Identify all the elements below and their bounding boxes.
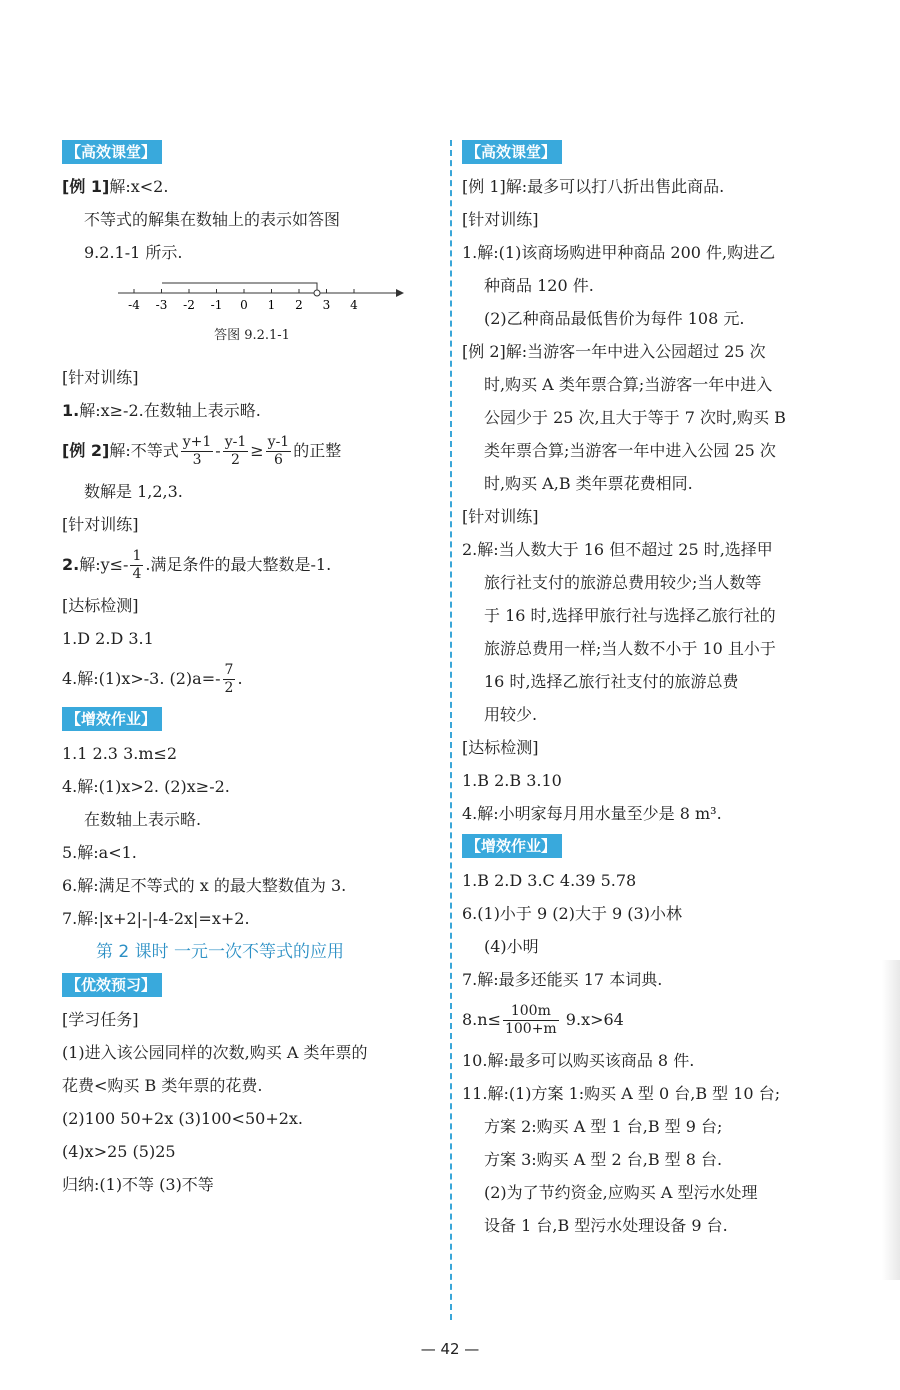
column-divider <box>450 140 452 1320</box>
example-2e: 时,购买 A,B 类年票花费相同. <box>484 474 693 493</box>
training-2b: 旅行社支付的旅游总费用较少;当人数等 <box>484 573 762 592</box>
axis-tick-label: -1 <box>210 298 223 312</box>
training-2d: 旅游总费用一样;当人数不小于 10 且小于 <box>484 639 776 658</box>
example-1: [例 1]解:x<2. <box>62 177 169 196</box>
task-4: (4)x>25 (5)25 <box>62 1142 176 1161</box>
training-2e: 16 时,选择乙旅行社支付的旅游总费 <box>484 672 739 691</box>
section-header: 【优效预习】 <box>62 973 162 997</box>
check-4: 4.解:小明家每月用水量至少是 8 m³. <box>462 804 722 823</box>
axis-tick-label: 4 <box>350 298 358 312</box>
axis-tick-label: -3 <box>155 298 168 312</box>
example-2-line2: 数解是 1,2,3. <box>84 482 183 501</box>
fraction: $\frac{y+1}{3}$ <box>182 434 212 468</box>
task-header: [学习任务] <box>62 1010 139 1029</box>
example-1-line2: 不等式的解集在数轴上的表示如答图 <box>84 210 341 229</box>
hw-7: 7.解:最多还能买 17 本词典. <box>462 970 663 989</box>
axis-tick-label: 2 <box>295 298 303 312</box>
hw-11: 11.解:(1)方案 1:购买 A 型 0 台,B 型 10 台; <box>462 1084 781 1103</box>
fraction: $\frac{100m}{100+m}$ <box>504 1003 557 1037</box>
check-answers: 1.B 2.B 3.10 <box>462 771 562 790</box>
page-edge-shadow <box>882 960 900 1280</box>
task-1: (1)进入该公园同样的次数,购买 A 类年票的 <box>62 1043 368 1062</box>
hw-6b: (4)小明 <box>484 937 539 956</box>
example-1: [例 1]解:最多可以打八折出售此商品. <box>462 177 725 196</box>
check-answers: 1.D 2.D 3.1 <box>62 629 154 648</box>
hw-6: 6.(1)小于 9 (2)大于 9 (3)小林 <box>462 904 682 923</box>
example-2: [例 2]解:当游客一年中进入公园超过 25 次 <box>462 342 766 361</box>
example-2: [例 2]解:不等式 $\frac{y+1}{3}$ - $\frac{y-1}{2}$ ≥ $\frac{y-1}{6}$ 的正整 <box>62 434 342 468</box>
axis-arrow <box>396 289 404 297</box>
training-1: 1.解:x≥-2.在数轴上表示略. <box>62 401 261 420</box>
fraction: $\frac{y-1}{6}$ <box>267 434 290 468</box>
axis-tick-label: 1 <box>267 298 276 312</box>
number-line-svg <box>118 277 418 325</box>
training-1: 1.解:(1)该商场购进甲种商品 200 件,购进乙 <box>462 243 776 262</box>
hw-10: 10.解:最多可以购买该商品 8 件. <box>462 1051 695 1070</box>
train-header: [针对训练] <box>62 515 139 534</box>
train-header: [针对训练] <box>462 210 539 229</box>
hw-1: 1.1 2.3 3.m≤2 <box>62 744 178 763</box>
hw-8: 8.n≤ $\frac{100m}{100+m}$ 9.x>64 <box>462 1003 624 1037</box>
fraction: $\frac{y-1}{2}$ <box>224 434 247 468</box>
hw-7: 7.解:|x+2|-|-4-2x|=x+2. <box>62 909 250 928</box>
training-2c: 于 16 时,选择甲旅行社与选择乙旅行社的 <box>484 606 776 625</box>
check-header: [达标检测] <box>62 596 139 615</box>
open-point <box>314 290 320 296</box>
section-header: 【高效课堂】 <box>62 140 162 164</box>
training-1c: (2)乙种商品最低售价为每件 108 元. <box>484 309 745 328</box>
training-2: 2.解:当人数大于 16 但不超过 25 时,选择甲 <box>462 540 773 559</box>
hw-4b: 在数轴上表示略. <box>84 810 202 829</box>
training-2: 2.解:y≤- $\frac{1}{4}$ .满足条件的最大整数是-1. <box>62 548 332 582</box>
right-column <box>462 136 852 1242</box>
hw-1: 1.B 2.D 3.C 4.39 5.78 <box>462 871 637 890</box>
fraction: $\frac{1}{4}$ <box>132 548 142 582</box>
training-1b: 种商品 120 件. <box>484 276 594 295</box>
lesson-title: 第 2 课时 一元一次不等式的应用 <box>96 942 345 962</box>
task-2: (2)100 50+2x (3)100<50+2x. <box>62 1109 304 1128</box>
hw-11d: (2)为了节约资金,应购买 A 型污水处理 <box>484 1183 758 1202</box>
section-header: 【增效作业】 <box>62 707 162 731</box>
hw-4: 4.解:(1)x>2. (2)x≥-2. <box>62 777 230 796</box>
section-header: 【增效作业】 <box>462 834 562 858</box>
training-2f: 用较少. <box>484 705 538 724</box>
axis-tick-label: -4 <box>128 298 140 312</box>
example-1-line3: 9.2.1-1 所示. <box>84 243 183 262</box>
example-2b: 时,购买 A 类年票合算;当游客一年中进入 <box>484 375 773 394</box>
left-column <box>62 136 442 1201</box>
axis-tick-label: 3 <box>322 298 331 312</box>
figure-caption: 答图 9.2.1-1 <box>214 328 290 343</box>
number-line <box>62 277 442 325</box>
task-1b: 花费<购买 B 类年票的花费. <box>62 1076 263 1095</box>
axis-tick-label: 0 <box>240 298 248 312</box>
train-header: [针对训练] <box>62 368 139 387</box>
check-header: [达标检测] <box>462 738 539 757</box>
example-2c: 公园少于 25 次,且大于等于 7 次时,购买 B <box>484 408 786 427</box>
axis-tick-label: -2 <box>183 298 195 312</box>
fraction: $\frac{7}{2}$ <box>224 662 234 696</box>
summary: 归纳:(1)不等 (3)不等 <box>62 1175 214 1194</box>
example-2d: 类年票合算;当游客一年中进入公园 25 次 <box>484 441 776 460</box>
solution-ray <box>162 283 317 293</box>
hw-11c: 方案 3:购买 A 型 2 台,B 型 8 台. <box>484 1150 723 1169</box>
check-4: 4.解:(1)x>-3. (2)a=- $\frac{7}{2}$ . <box>62 662 243 696</box>
hw-5: 5.解:a<1. <box>62 843 137 862</box>
hw-11b: 方案 2:购买 A 型 1 台,B 型 9 台; <box>484 1117 723 1136</box>
page-number: — 42 — <box>420 1340 480 1358</box>
hw-11e: 设备 1 台,B 型污水处理设备 9 台. <box>484 1216 728 1235</box>
section-header: 【高效课堂】 <box>462 140 562 164</box>
hw-6: 6.解:满足不等式的 x 的最大整数值为 3. <box>62 876 347 895</box>
train-header: [针对训练] <box>462 507 539 526</box>
